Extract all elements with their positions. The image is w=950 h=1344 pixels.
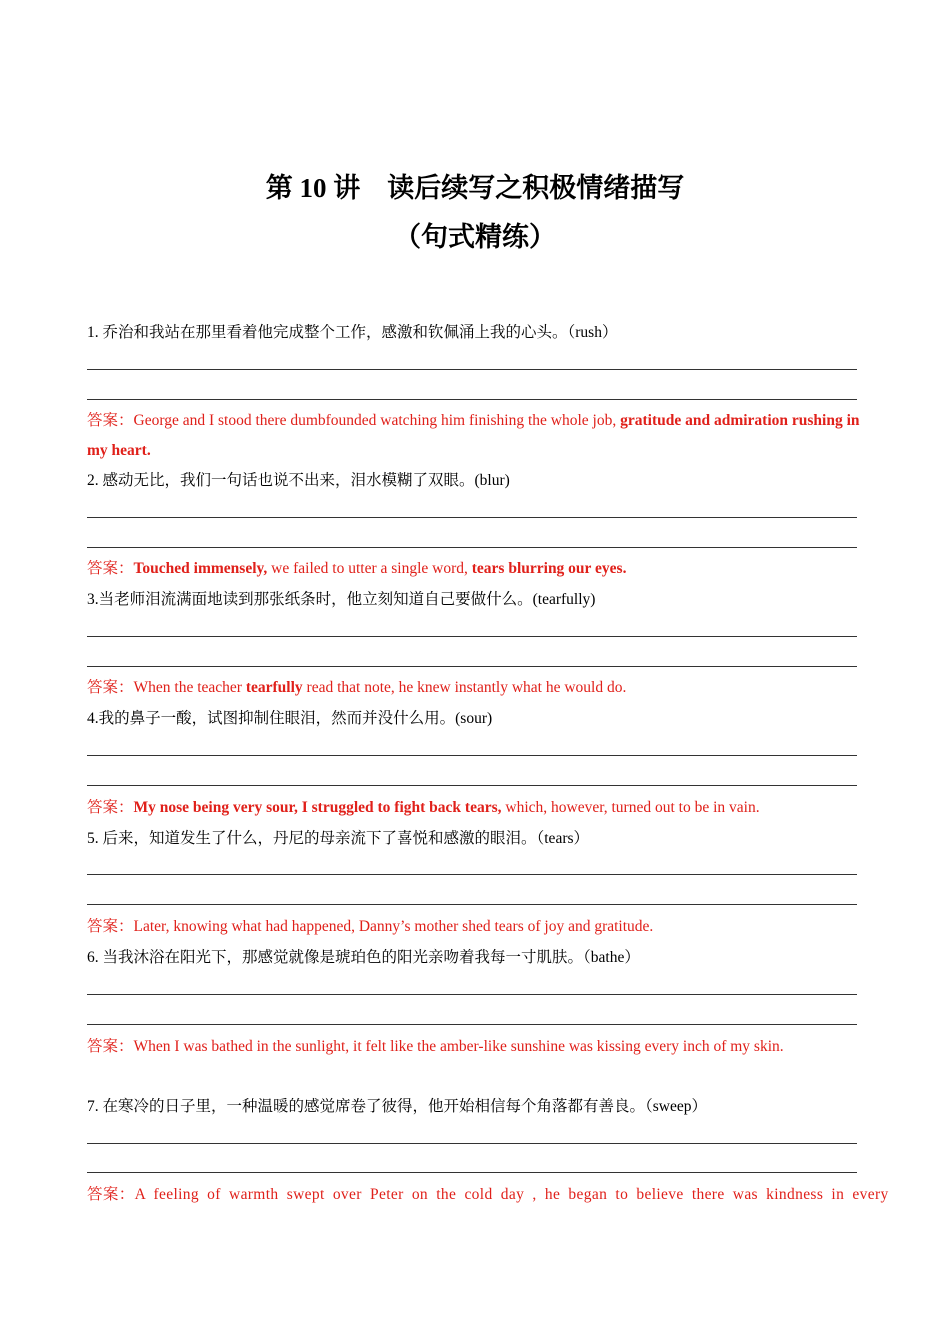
question-2-answer: [87, 554, 865, 584]
answer-label: 答案：: [87, 1038, 134, 1055]
question-6-prompt: 6. 当我沐浴在阳光下，那感觉就像是琥珀色的阳光亲吻着我每一寸肌肤。（bathe）: [87, 949, 640, 966]
answer-line[interactable]: [87, 1172, 857, 1173]
answer-line[interactable]: [87, 785, 857, 786]
answer-key-phrase: tears blurring our eyes.: [471, 560, 627, 577]
question-4-prompt: 4.我的鼻子一酸，试图抑制住眼泪，然而并没什么用。(sour): [87, 710, 493, 727]
answer-line[interactable]: [87, 369, 857, 370]
answer-text: read that note, he knew instantly what he would do.: [302, 679, 627, 696]
answer-line[interactable]: [87, 994, 857, 995]
question-5-prompt: 5. 后来，知道发生了什么，丹尼的母亲流下了喜悦和感激的眼泪。（tears）: [87, 830, 590, 847]
answer-text: When the teacher: [133, 679, 246, 696]
question-2-prompt: 2. 感动无比，我们一句话也说不出来，泪水模糊了双眼。(blur): [87, 472, 510, 489]
answer-label: 答案：: [87, 918, 134, 935]
answer-line[interactable]: [87, 874, 857, 875]
answer-text: we failed to utter a single word,: [267, 560, 472, 577]
answer-text: Later, knowing what had happened, Danny’s mother shed tears of joy and gratitude.: [133, 918, 654, 935]
question-1-prompt: 1. 乔治和我站在那里看着他完成整个工作，感激和钦佩涌上我的心头。（rush）: [87, 324, 618, 341]
question-1-answer: [87, 406, 865, 466]
answer-label: 答案：: [87, 679, 134, 696]
answer-line[interactable]: [87, 1024, 857, 1025]
answer-line[interactable]: [87, 1143, 857, 1144]
lesson-subtitle: （句式精练）: [394, 222, 556, 252]
answer-line[interactable]: [87, 517, 857, 518]
question-5-answer: [87, 912, 865, 942]
answer-line[interactable]: [87, 399, 857, 400]
answer-key-phrase: gratitude and admiration rushing in my heart.: [87, 412, 860, 459]
answer-label: 答案：: [87, 412, 134, 429]
question-6-answer: [87, 1032, 865, 1062]
answer-line[interactable]: [87, 636, 857, 637]
answer-label: 答案：: [87, 799, 134, 816]
answer-text: A feeling of warmth swept over Peter on the cold day , he began to believe there was kindness in every: [134, 1186, 889, 1203]
answer-line[interactable]: [87, 755, 857, 756]
question-3-answer: [87, 673, 865, 703]
question-7-prompt: 7. 在寒冷的日子里，一种温暖的感觉席卷了彼得，他开始相信每个角落都有善良。（sweep）: [87, 1098, 707, 1115]
answer-label: 答案：: [87, 1186, 135, 1203]
answer-line[interactable]: [87, 904, 857, 905]
question-3-prompt: 3.当老师泪流满面地读到那张纸条时，他立刻知道自己要做什么。(tearfully): [87, 591, 596, 608]
answer-text: When I was bathed in the sunlight, it felt like the amber-like sunshine was kissing every inch of my skin.: [133, 1038, 784, 1055]
answer-line[interactable]: [87, 666, 857, 667]
lesson-title: 第 10 讲 读后续写之积极情绪描写: [265, 173, 685, 203]
answer-text: which, however, turned out to be in vain.: [501, 799, 760, 816]
question-7-answer: [87, 1180, 889, 1210]
question-4-answer: [87, 793, 865, 823]
answer-key-phrase: tearfully: [245, 679, 303, 696]
answer-label: 答案：: [87, 560, 134, 577]
answer-key-phrase: My nose being very sour, I struggled to fight back tears,: [133, 799, 502, 816]
answer-line[interactable]: [87, 547, 857, 548]
answer-key-phrase: Touched immensely,: [133, 560, 268, 577]
answer-text: George and I stood there dumbfounded watching him finishing the whole job,: [133, 412, 621, 429]
